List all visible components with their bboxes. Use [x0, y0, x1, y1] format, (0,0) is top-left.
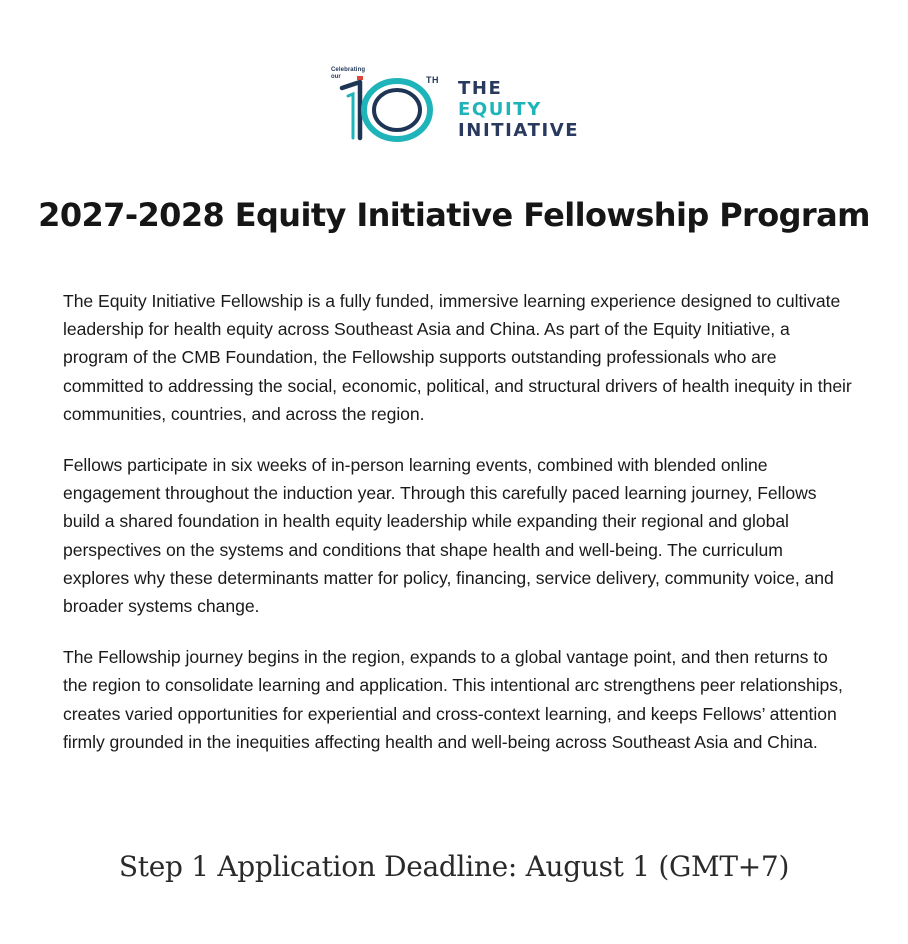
logo-word-the: THE [458, 78, 503, 99]
logo-celebrating-text: Celebrating [331, 67, 366, 73]
paragraph-learning: Fellows participate in six weeks of in-person learning events, combined with blended online engagement throughout the induction year. Through this carefully paced learning journey, Fellows build a shared foundation in health equity leadership while expanding their regional and global perspectives on the systems and conditions that shape health and well-being. The curriculum explores why these determinants matter for policy, financing, service delivery, community voice, and broader systems change. [63, 455, 834, 617]
paragraph-intro: The Equity Initiative Fellowship is a fully funded, immersive learning experience designed to cultivate leadership for health equity across Southeast Asia and China. As part of the Equity Initiative, a program of the CMB Foundation, the Fellowship supports outstanding professionals who are committed to addressing the social, economic, political, and structural drivers of health inequity in their communities, countries, and across the region. [63, 291, 852, 424]
logo-our-text: our [331, 74, 341, 80]
logo-th-suffix: TH [426, 75, 439, 85]
application-deadline: Step 1 Application Deadline: August 1 (GMT+7) [118, 850, 790, 883]
logo-wordmark [458, 78, 579, 141]
page-title: 2027-2028 Equity Initiative Fellowship Program [38, 196, 870, 234]
equity-initiative-logo [328, 66, 588, 146]
logo-word-equity: EQUITY [458, 99, 542, 120]
program-description [63, 287, 853, 779]
logo-word-initiative: INITIATIVE [458, 120, 580, 141]
paragraph-journey: The Fellowship journey begins in the region, expands to a global vantage point, and then returns to the region to consolidate learning and application. This intentional arc strengthens peer relationships, creates varied opportunities for experiential and cross-context learning, and keeps Fellows’ attention firmly grounded in the inequities affecting health and well-being across Southeast Asia and China. [63, 647, 843, 752]
